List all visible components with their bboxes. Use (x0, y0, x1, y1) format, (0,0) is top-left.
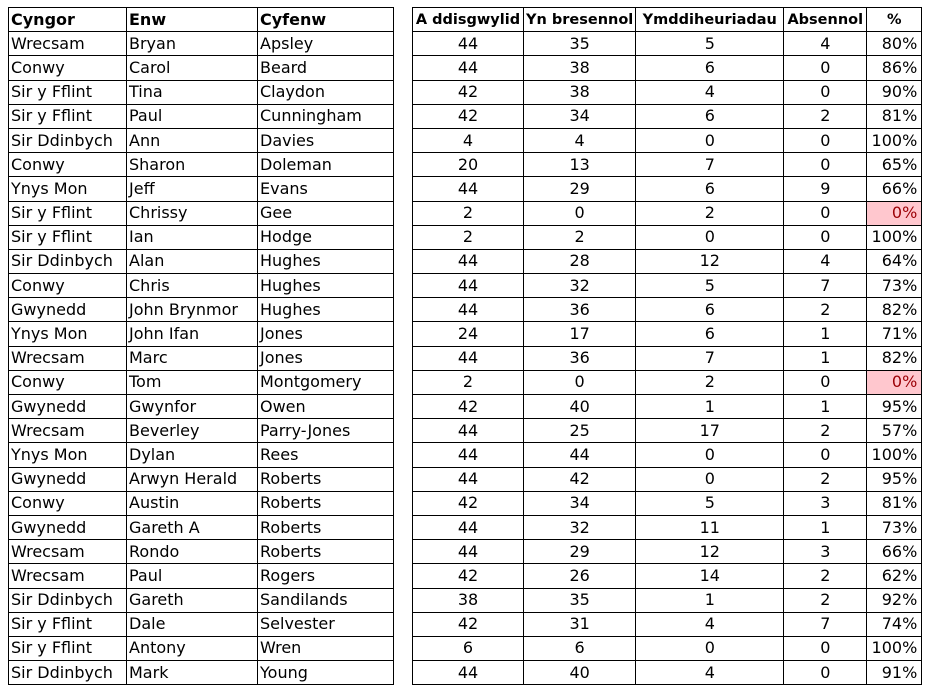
cell-absent: 0 (784, 128, 867, 152)
cell-absent: 2 (784, 588, 867, 612)
cell-absent: 7 (784, 612, 867, 636)
cell-cyngor: Ynys Mon (9, 322, 127, 346)
cell-expected: 44 (413, 443, 524, 467)
cell-absent: 0 (784, 661, 867, 685)
header-cyfenw: Cyfenw (258, 8, 394, 32)
cell-cyngor: Gwynedd (9, 395, 127, 419)
cell-percent: 91% (867, 661, 922, 685)
table-row (413, 491, 922, 515)
cell-cyfenw: Roberts (258, 540, 394, 564)
cell-percent: 66% (867, 540, 922, 564)
table-row (413, 636, 922, 660)
cell-absent: 9 (784, 177, 867, 201)
cell-cyngor: Sir Ddinbych (9, 661, 127, 685)
table-row (413, 395, 922, 419)
cell-present: 35 (524, 588, 636, 612)
cell-present: 44 (524, 443, 636, 467)
table-row (9, 612, 394, 636)
cell-cyfenw: Young (258, 661, 394, 685)
cell-present: 32 (524, 515, 636, 539)
cell-cyfenw: Evans (258, 177, 394, 201)
cell-enw: Gwynfor (127, 395, 258, 419)
table-row (413, 56, 922, 80)
table-row (413, 588, 922, 612)
cell-present: 36 (524, 298, 636, 322)
cell-cyfenw: Claydon (258, 80, 394, 104)
cell-absent: 0 (784, 153, 867, 177)
cell-cyngor: Conwy (9, 153, 127, 177)
cell-present: 42 (524, 467, 636, 491)
cell-present: 17 (524, 322, 636, 346)
cell-cyngor: Wrecsam (9, 540, 127, 564)
cell-enw: Marc (127, 346, 258, 370)
cell-present: 28 (524, 249, 636, 273)
table-row (9, 540, 394, 564)
cell-present: 6 (524, 636, 636, 660)
cell-expected: 2 (413, 370, 524, 394)
cell-cyfenw: Hughes (258, 249, 394, 273)
cell-cyfenw: Apsley (258, 32, 394, 56)
cell-percent: 90% (867, 80, 922, 104)
cell-expected: 42 (413, 564, 524, 588)
cell-apologies: 11 (636, 515, 784, 539)
table-row (9, 491, 394, 515)
cell-cyfenw: Roberts (258, 491, 394, 515)
table-row (413, 515, 922, 539)
cell-apologies: 4 (636, 612, 784, 636)
cell-apologies: 12 (636, 249, 784, 273)
cell-apologies: 0 (636, 128, 784, 152)
cell-cyngor: Conwy (9, 370, 127, 394)
table-row (9, 225, 394, 249)
cell-cyngor: Sir Ddinbych (9, 588, 127, 612)
cell-percent: 100% (867, 128, 922, 152)
cell-expected: 44 (413, 32, 524, 56)
header-percent: % (867, 8, 922, 32)
cell-expected: 44 (413, 298, 524, 322)
cell-cyfenw: Roberts (258, 467, 394, 491)
cell-present: 0 (524, 201, 636, 225)
header-row (413, 8, 922, 32)
cell-expected: 4 (413, 128, 524, 152)
cell-enw: Dale (127, 612, 258, 636)
cell-apologies: 0 (636, 467, 784, 491)
cell-cyngor: Conwy (9, 491, 127, 515)
header-apologies: Ymddiheuriadau (636, 8, 784, 32)
cell-expected: 20 (413, 153, 524, 177)
cell-expected: 42 (413, 80, 524, 104)
table-row (9, 370, 394, 394)
cell-expected: 44 (413, 515, 524, 539)
cell-enw: Ian (127, 225, 258, 249)
cell-present: 34 (524, 491, 636, 515)
cell-present: 25 (524, 419, 636, 443)
cell-present: 2 (524, 225, 636, 249)
table-row (413, 225, 922, 249)
cell-expected: 42 (413, 491, 524, 515)
cell-enw: Gareth (127, 588, 258, 612)
table-row (413, 467, 922, 491)
cell-absent: 4 (784, 32, 867, 56)
table-row (413, 322, 922, 346)
cell-present: 38 (524, 80, 636, 104)
cell-enw: Austin (127, 491, 258, 515)
cell-apologies: 1 (636, 588, 784, 612)
cell-enw: Jeff (127, 177, 258, 201)
cell-apologies: 5 (636, 491, 784, 515)
cell-percent: 73% (867, 515, 922, 539)
member-names-table (8, 7, 394, 685)
cell-absent: 3 (784, 540, 867, 564)
cell-present: 26 (524, 564, 636, 588)
cell-cyfenw: Sandilands (258, 588, 394, 612)
cell-expected: 42 (413, 612, 524, 636)
cell-apologies: 5 (636, 32, 784, 56)
cell-apologies: 14 (636, 564, 784, 588)
table-row (413, 80, 922, 104)
cell-enw: Antony (127, 636, 258, 660)
cell-percent: 66% (867, 177, 922, 201)
cell-expected: 44 (413, 249, 524, 273)
cell-cyfenw: Roberts (258, 515, 394, 539)
cell-enw: Mark (127, 661, 258, 685)
cell-cyfenw: Jones (258, 346, 394, 370)
cell-apologies: 0 (636, 225, 784, 249)
cell-cyngor: Gwynedd (9, 515, 127, 539)
cell-cyngor: Ynys Mon (9, 177, 127, 201)
table-row (9, 104, 394, 128)
cell-cyfenw: Beard (258, 56, 394, 80)
cell-percent: 82% (867, 346, 922, 370)
cell-apologies: 1 (636, 395, 784, 419)
cell-absent: 1 (784, 395, 867, 419)
cell-enw: Ann (127, 128, 258, 152)
cell-cyfenw: Rogers (258, 564, 394, 588)
table-row (9, 322, 394, 346)
table-row (9, 201, 394, 225)
cell-cyfenw: Parry-Jones (258, 419, 394, 443)
table-row (413, 274, 922, 298)
cell-cyngor: Sir y Fflint (9, 80, 127, 104)
cell-cyfenw: Montgomery (258, 370, 394, 394)
cell-cyfenw: Hodge (258, 225, 394, 249)
cell-absent: 0 (784, 370, 867, 394)
cell-enw: Tom (127, 370, 258, 394)
cell-cyfenw: Gee (258, 201, 394, 225)
table-row (9, 32, 394, 56)
table-row (413, 346, 922, 370)
table-row (9, 249, 394, 273)
cell-cyngor: Conwy (9, 56, 127, 80)
cell-absent: 4 (784, 249, 867, 273)
cell-expected: 44 (413, 274, 524, 298)
cell-absent: 1 (784, 515, 867, 539)
cell-expected: 44 (413, 419, 524, 443)
cell-present: 40 (524, 395, 636, 419)
cell-cyngor: Wrecsam (9, 419, 127, 443)
cell-present: 4 (524, 128, 636, 152)
cell-apologies: 17 (636, 419, 784, 443)
cell-apologies: 6 (636, 322, 784, 346)
table-row (413, 104, 922, 128)
cell-cyngor: Sir Ddinbych (9, 249, 127, 273)
table-row (413, 661, 922, 685)
cell-absent: 1 (784, 346, 867, 370)
cell-expected: 44 (413, 467, 524, 491)
cell-enw: Chris (127, 274, 258, 298)
cell-present: 34 (524, 104, 636, 128)
cell-percent: 80% (867, 32, 922, 56)
cell-absent: 0 (784, 201, 867, 225)
cell-apologies: 12 (636, 540, 784, 564)
cell-enw: Paul (127, 564, 258, 588)
table-row (9, 298, 394, 322)
cell-cyfenw: Rees (258, 443, 394, 467)
header-absent: Absennol (784, 8, 867, 32)
cell-absent: 2 (784, 104, 867, 128)
header-cyngor: Cyngor (9, 8, 127, 32)
cell-apologies: 6 (636, 177, 784, 201)
cell-cyngor: Wrecsam (9, 564, 127, 588)
cell-percent: 81% (867, 491, 922, 515)
table-row (9, 564, 394, 588)
cell-present: 38 (524, 56, 636, 80)
table-row (413, 128, 922, 152)
table-row (9, 588, 394, 612)
cell-present: 35 (524, 32, 636, 56)
table-row (413, 540, 922, 564)
table-row (413, 564, 922, 588)
table-row (413, 177, 922, 201)
cell-enw: Chrissy (127, 201, 258, 225)
cell-cyfenw: Jones (258, 322, 394, 346)
cell-percent: 57% (867, 419, 922, 443)
cell-apologies: 6 (636, 298, 784, 322)
cell-percent: 71% (867, 322, 922, 346)
cell-percent: 100% (867, 443, 922, 467)
cell-apologies: 7 (636, 153, 784, 177)
table-row (9, 153, 394, 177)
cell-absent: 7 (784, 274, 867, 298)
cell-cyfenw: Wren (258, 636, 394, 660)
cell-absent: 2 (784, 298, 867, 322)
cell-percent: 62% (867, 564, 922, 588)
cell-enw: Beverley (127, 419, 258, 443)
cell-enw: Rondo (127, 540, 258, 564)
cell-absent: 0 (784, 80, 867, 104)
cell-apologies: 0 (636, 443, 784, 467)
cell-percent: 81% (867, 104, 922, 128)
cell-absent: 0 (784, 443, 867, 467)
cell-apologies: 4 (636, 661, 784, 685)
cell-cyfenw: Cunningham (258, 104, 394, 128)
table-row (413, 153, 922, 177)
table-row (9, 128, 394, 152)
cell-expected: 38 (413, 588, 524, 612)
header-expected: A ddisgwylid (413, 8, 524, 32)
table-row (9, 274, 394, 298)
cell-absent: 0 (784, 225, 867, 249)
cell-expected: 44 (413, 346, 524, 370)
header-row (9, 8, 394, 32)
cell-enw: Bryan (127, 32, 258, 56)
cell-cyngor: Sir y Fflint (9, 104, 127, 128)
cell-percent: 86% (867, 56, 922, 80)
cell-apologies: 6 (636, 56, 784, 80)
table-row (413, 32, 922, 56)
cell-cyngor: Sir y Fflint (9, 225, 127, 249)
cell-percent: 73% (867, 274, 922, 298)
cell-cyfenw: Davies (258, 128, 394, 152)
cell-percent: 74% (867, 612, 922, 636)
cell-absent: 3 (784, 491, 867, 515)
cell-percent: 0% (867, 201, 922, 225)
cell-apologies: 0 (636, 636, 784, 660)
cell-enw: Dylan (127, 443, 258, 467)
table-row (9, 515, 394, 539)
cell-cyfenw: Doleman (258, 153, 394, 177)
table-row (9, 636, 394, 660)
table-row (413, 370, 922, 394)
cell-apologies: 6 (636, 104, 784, 128)
cell-absent: 2 (784, 419, 867, 443)
table-row (9, 80, 394, 104)
cell-enw: John Ifan (127, 322, 258, 346)
table-row (9, 346, 394, 370)
cell-expected: 44 (413, 177, 524, 201)
cell-cyngor: Conwy (9, 274, 127, 298)
table-row (9, 395, 394, 419)
table-row (9, 661, 394, 685)
cell-absent: 2 (784, 564, 867, 588)
cell-apologies: 2 (636, 370, 784, 394)
cell-absent: 1 (784, 322, 867, 346)
cell-expected: 24 (413, 322, 524, 346)
cell-percent: 65% (867, 153, 922, 177)
cell-apologies: 2 (636, 201, 784, 225)
cell-expected: 42 (413, 104, 524, 128)
cell-percent: 82% (867, 298, 922, 322)
cell-present: 13 (524, 153, 636, 177)
cell-absent: 0 (784, 636, 867, 660)
cell-cyfenw: Owen (258, 395, 394, 419)
cell-enw: Paul (127, 104, 258, 128)
cell-cyngor: Wrecsam (9, 346, 127, 370)
table-row (9, 419, 394, 443)
table-row (413, 249, 922, 273)
cell-enw: Alan (127, 249, 258, 273)
cell-expected: 2 (413, 225, 524, 249)
cell-percent: 95% (867, 467, 922, 491)
cell-apologies: 7 (636, 346, 784, 370)
cell-cyfenw: Hughes (258, 274, 394, 298)
cell-cyfenw: Hughes (258, 298, 394, 322)
cell-present: 0 (524, 370, 636, 394)
cell-apologies: 5 (636, 274, 784, 298)
cell-cyngor: Gwynedd (9, 298, 127, 322)
cell-enw: John Brynmor (127, 298, 258, 322)
cell-present: 31 (524, 612, 636, 636)
cell-enw: Sharon (127, 153, 258, 177)
table-row (413, 612, 922, 636)
cell-enw: Carol (127, 56, 258, 80)
cell-expected: 44 (413, 56, 524, 80)
cell-absent: 2 (784, 467, 867, 491)
table-row (9, 443, 394, 467)
table-row (413, 419, 922, 443)
cell-enw: Tina (127, 80, 258, 104)
cell-apologies: 4 (636, 80, 784, 104)
cell-present: 40 (524, 661, 636, 685)
table-row (413, 298, 922, 322)
cell-cyngor: Ynys Mon (9, 443, 127, 467)
cell-cyngor: Gwynedd (9, 467, 127, 491)
cell-present: 36 (524, 346, 636, 370)
cell-present: 32 (524, 274, 636, 298)
cell-percent: 95% (867, 395, 922, 419)
cell-cyngor: Sir y Fflint (9, 636, 127, 660)
cell-percent: 100% (867, 225, 922, 249)
cell-cyfenw: Selvester (258, 612, 394, 636)
cell-present: 29 (524, 540, 636, 564)
header-present: Yn bresennol (524, 8, 636, 32)
table-row (413, 201, 922, 225)
table-row (9, 467, 394, 491)
cell-cyngor: Sir Ddinbych (9, 128, 127, 152)
cell-expected: 6 (413, 636, 524, 660)
header-enw: Enw (127, 8, 258, 32)
table-row (9, 56, 394, 80)
cell-enw: Gareth A (127, 515, 258, 539)
cell-cyngor: Wrecsam (9, 32, 127, 56)
table-row (413, 443, 922, 467)
cell-percent: 92% (867, 588, 922, 612)
cell-cyngor: Sir y Fflint (9, 201, 127, 225)
cell-expected: 44 (413, 661, 524, 685)
cell-percent: 64% (867, 249, 922, 273)
table-row (9, 177, 394, 201)
cell-percent: 0% (867, 370, 922, 394)
cell-absent: 0 (784, 56, 867, 80)
attendance-table (412, 7, 922, 685)
cell-percent: 100% (867, 636, 922, 660)
cell-present: 29 (524, 177, 636, 201)
cell-expected: 44 (413, 540, 524, 564)
cell-expected: 2 (413, 201, 524, 225)
cell-cyngor: Sir y Fflint (9, 612, 127, 636)
cell-enw: Arwyn Herald (127, 467, 258, 491)
cell-expected: 42 (413, 395, 524, 419)
